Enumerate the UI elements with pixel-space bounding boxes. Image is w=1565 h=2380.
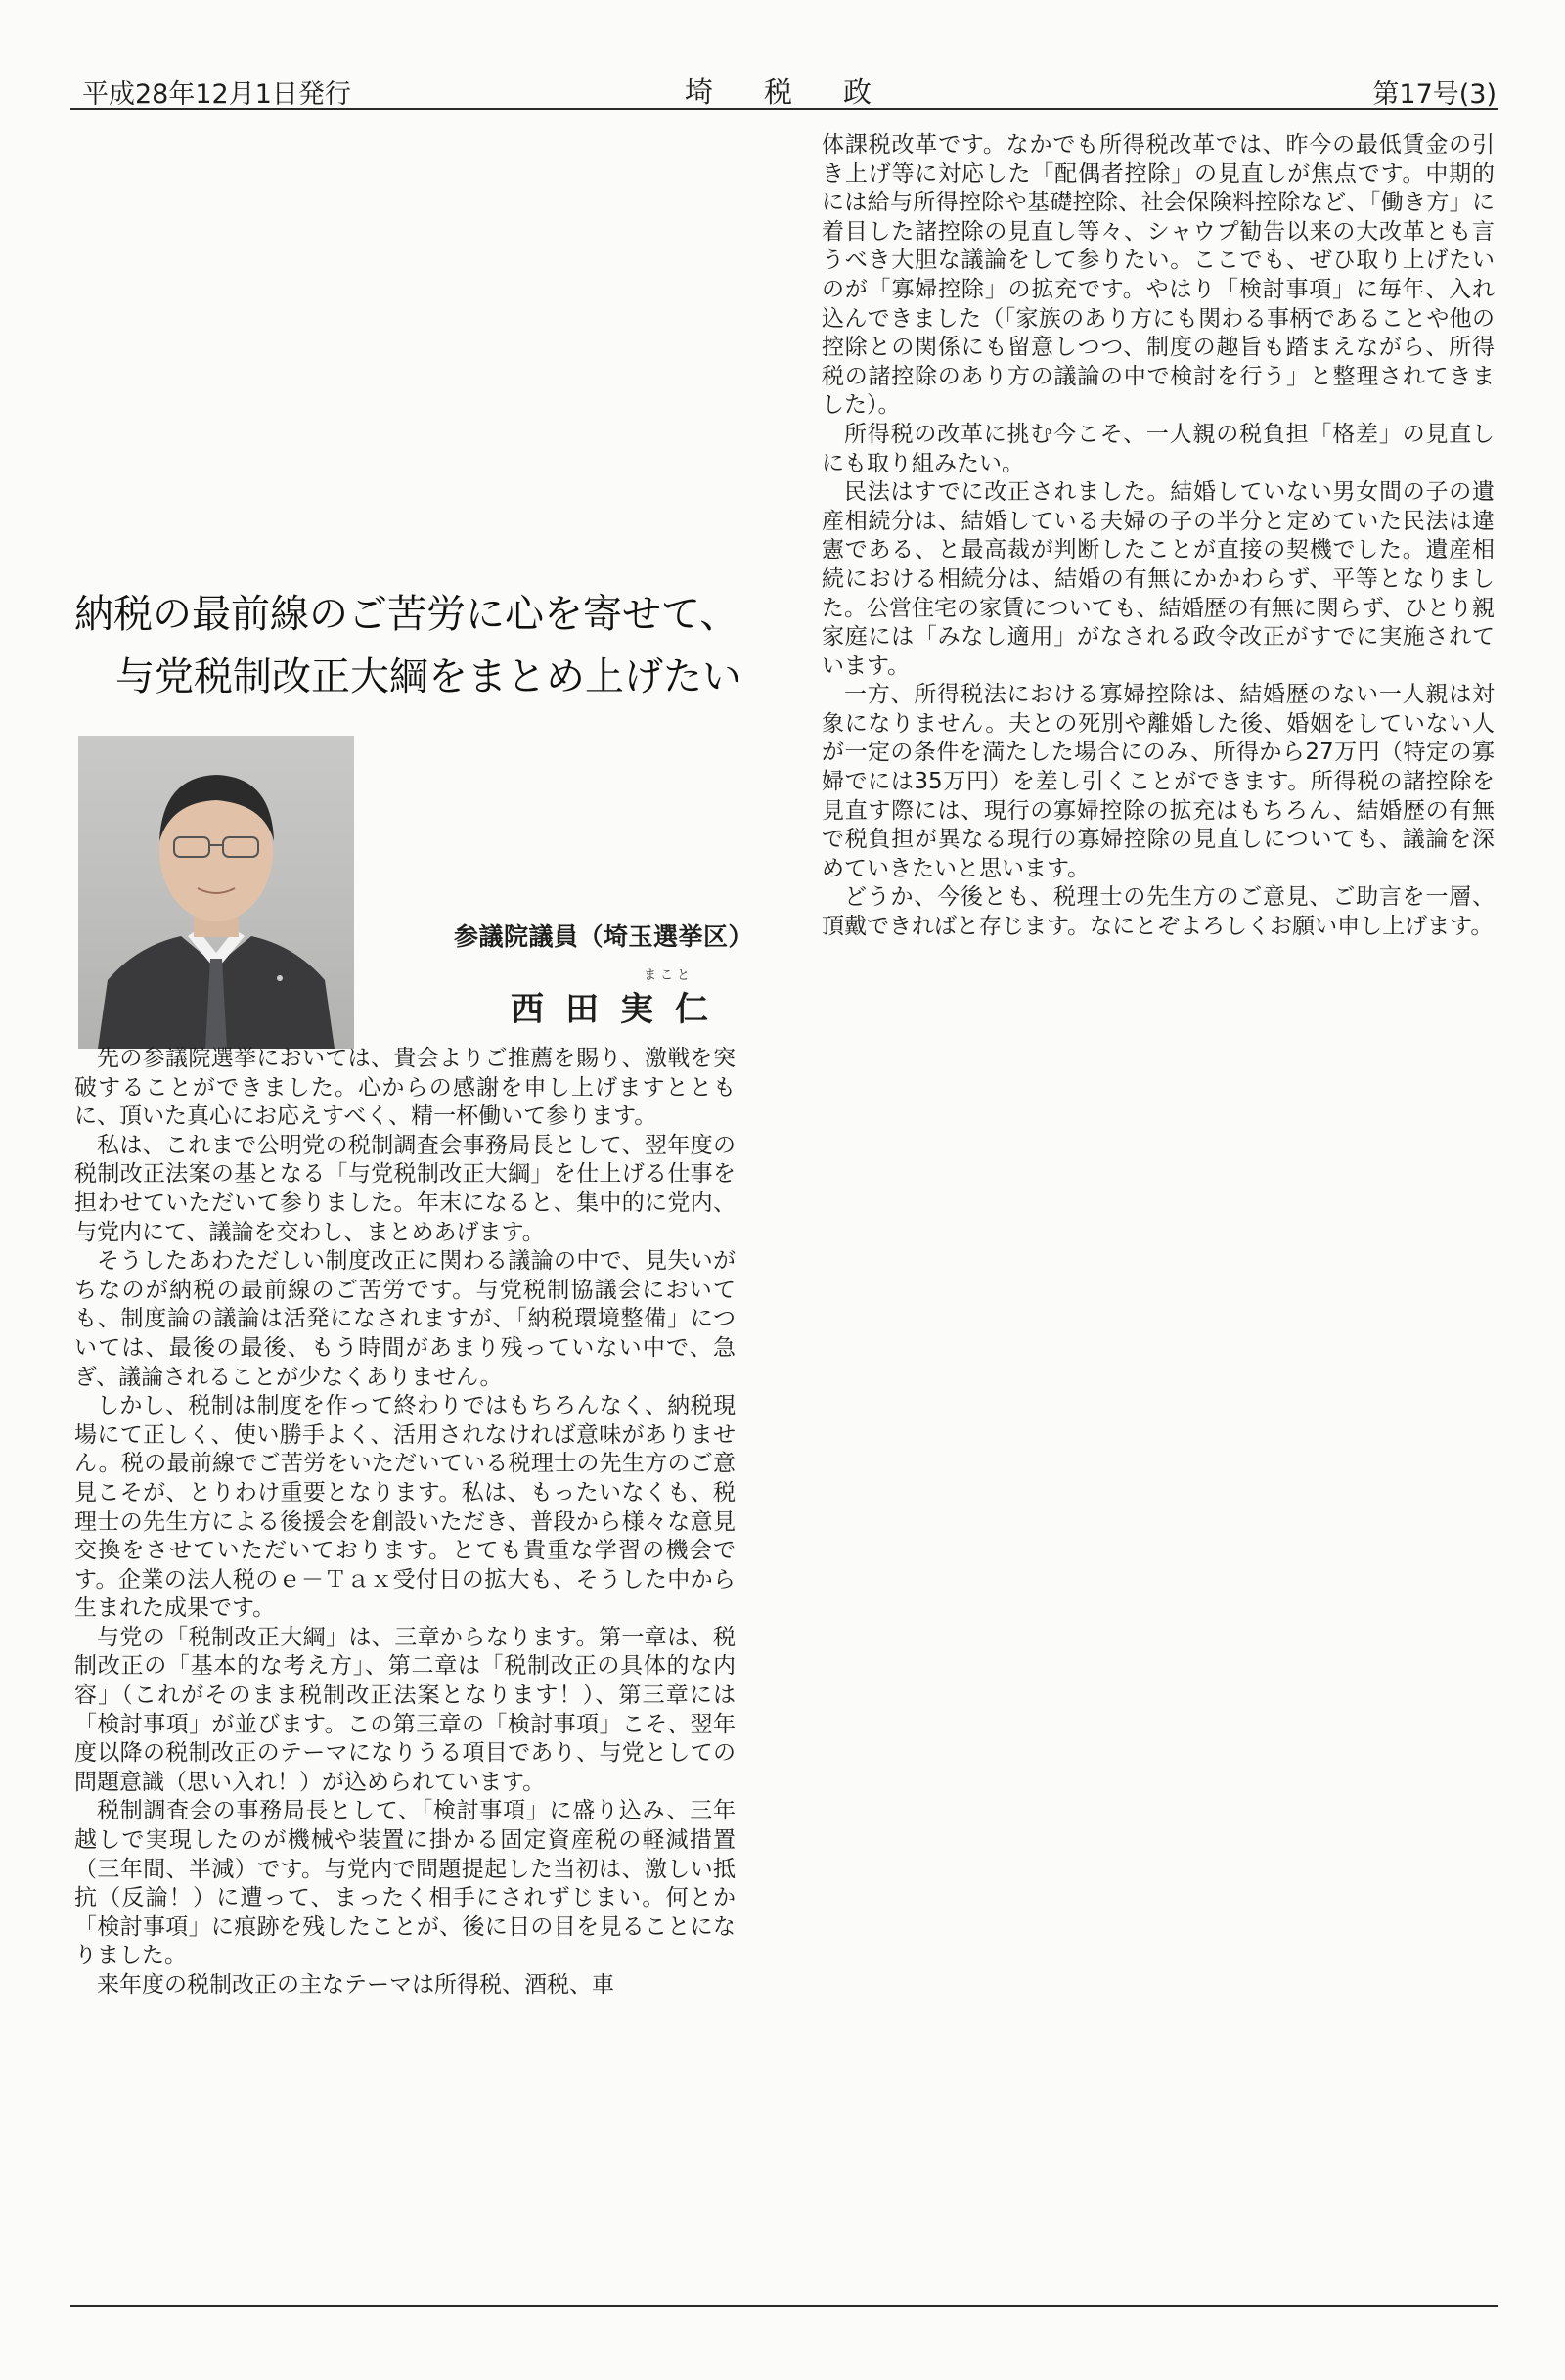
author-name: 西田実仁 [511, 990, 730, 1029]
header-rule [70, 108, 1498, 110]
paragraph: しかし、税制は制度を作って終わりではもちろんなく、納税現場にて正しく、使い勝手よく、活用されなければ意味がありません。税の最前線でご苦労をいただいている税理士の先生方のご意見こそが、とりわけ重要となります。私は、もったいなくも、税理士の先生方による後援会を創設いただき、普段から様々な意見交換をさせていただいております。とても貴重な学習の機会です。企業の法人税のｅ－Ｔａｘ受付日の拡大も、そうした中から生まれた成果です。 [74, 1393, 736, 1622]
paragraph: どうか、今後とも、税理士の先生方のご意見、ご助言を一層、頂戴できればと存じます。なにとぞよろしくお願い申し上げます。 [822, 884, 1495, 940]
headline-line-2: 与党税制改正大綱をまとめ上げたい [115, 654, 741, 699]
author-role: 参議院議員（埼玉選挙区） [453, 922, 753, 951]
paragraph: 一方、所得税法における寡婦控除は、結婚歴のない一人親は対象になりません。夫との死別や離婚した後、婚姻をしていない人が一定の条件を満たした場合にのみ、所得から27万円（特定の寡婦でには35万円）を差し引くことができます。所得税の諸控除を見直す際には、現行の寡婦控除の拡充はもちろん、結婚歴の有無で税負担が異なる現行の寡婦控除の見直しについても、議論を深めていきたいと思います。 [822, 682, 1495, 881]
author-photo [78, 736, 354, 1049]
newspaper-title: 埼税政 [685, 75, 923, 109]
paragraph: 与党の「税制改正大綱」は、三章からなります。第一章は、税制改正の「基本的な考え方」、第二章は「税制改正の具体的な内容」（これがそのまま税制改正法案となります！）、第三章には「検討事項」が並びます。この第三章の「検討事項」こそ、翌年度以降の税制改正のテーマになりうる項目であり、与党としての問題意識（思い入れ！）が込められています。 [74, 1624, 736, 1795]
paragraph: 体課税改革です。なかでも所得税改革では、昨今の最低賃金の引き上げ等に対応した「配偶者控除」の見直しが焦点です。中期的には給与所得控除や基礎控除、社会保険料控除など、「働き方」に着目した諸控除の見直し等々、シャウプ勧告以来の大改革とも言うべき大胆な議論をして参りたい。ここでも、ぜひ取り上げたいのが「寡婦控除」の拡充です。やはり「検討事項」に毎年、入れ込んできました（「家族のあり方にも関わる事柄であることや他の控除との関係にも留意しつつ、制度の趣旨も踏まえながら、所得税の諸控除のあり方の議論の中で検討を行う」と整理されてきました）。 [822, 132, 1495, 419]
paragraph: そうしたあわただしい制度改正に関わる議論の中で、見失いがちなのが納税の最前線のご苦労です。与党税制協議会においても、制度論の議論は活発になされますが、「納税環境整備」については、最後の最後、もう時間があまり残っていない中で、急ぎ、議論されることが少なくありません。 [74, 1248, 736, 1390]
paragraph: 先の参議院選挙においては、貴会よりご推薦を賜り、激戦を突破することができました。心からの感謝を申し上げますとともに、頂いた真心にお応えすべく、精一杯働いて参ります。 [74, 1046, 736, 1130]
footer-rule [70, 2305, 1498, 2307]
article-headline [74, 583, 759, 708]
page-header [0, 0, 1565, 108]
paragraph: 税制調査会の事務局長として、「検討事項」に盛り込み、三年越しで実現したのが機械や装置に掛かる固定資産税の軽減措置（三年間、半減）です。与党内で問題提起した当初は、激しい抵抗（反論！）に遭って、まったく相手にされずじまい。何とか「検討事項」に痕跡を残したことが、後に日の目を見ることになりました。 [74, 1798, 736, 1969]
article-column-right [822, 131, 1495, 942]
article-column-left [74, 1045, 736, 2000]
paragraph: 私は、これまで公明党の税制調査会事務局長として、翌年度の税制改正法案の基となる「与党税制改正大綱」を仕上げる仕事を担わせていただいて参りました。年末になると、集中的に党内、与党内にて、議論を交わし、まとめあげます。 [74, 1132, 736, 1245]
name-reading: まこと [644, 968, 694, 983]
paragraph: 民法はすでに改正されました。結婚していない男女間の子の遺産相続分は、結婚している夫婦の子の半分と定めていた民法は違憲である、と最高裁が判断したことが直接の契機でした。遺産相続における相続分は、結婚の有無にかかわらず、平等となりました。公営住宅の家賃についても、結婚歴の有無に関らず、ひとり親家庭には「みなし適用」がなされる政令改正がすでに実施されています。 [822, 479, 1495, 679]
portrait-image [78, 736, 354, 1049]
headline-line-1: 納税の最前線のご苦労に心を寄せて、 [74, 592, 739, 637]
paragraph: 来年度の税制改正の主なテーマは所得税、酒税、車 [97, 1972, 614, 1998]
author-byline [391, 918, 753, 1029]
issue-number: 第17号(3) [1372, 79, 1497, 110]
issue-date: 平成28年12月1日発行 [82, 79, 351, 110]
paragraph: 所得税の改革に挑む今こそ、一人親の税負担「格差」の見直しにも取り組みたい。 [822, 421, 1495, 476]
